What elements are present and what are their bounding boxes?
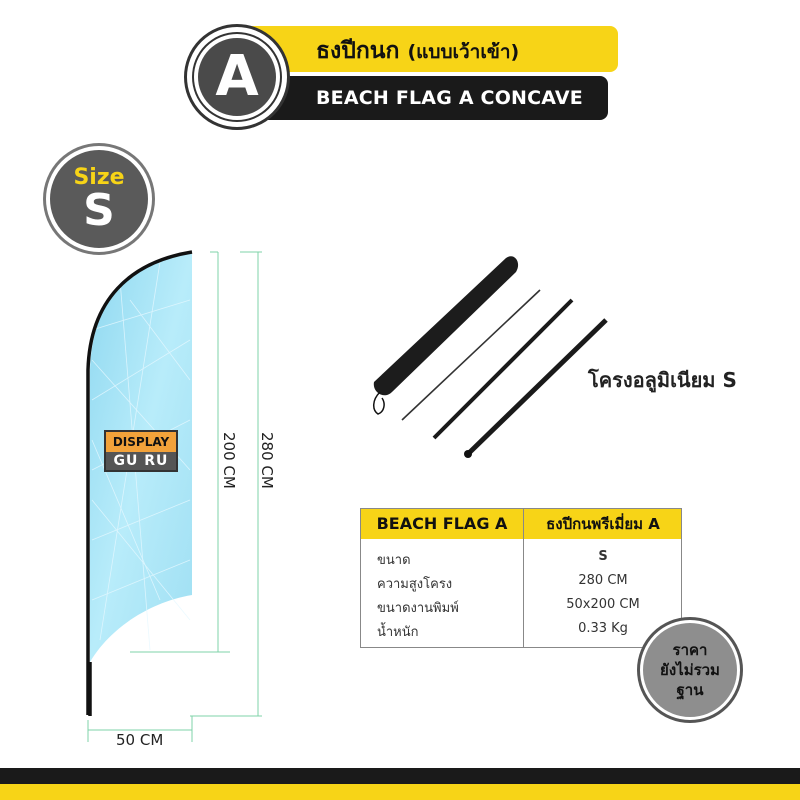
spec-value: 50x200 CM: [566, 597, 640, 612]
logo-top-text: DISPLAY: [106, 432, 176, 452]
title-thai-sub: (แบบเว้าเข้า): [407, 41, 520, 63]
price-note-line: ฐาน: [676, 681, 704, 699]
spec-table-header: [361, 509, 681, 539]
title-thai-main: ธงปีกนก: [316, 38, 400, 64]
spec-value: S: [598, 549, 608, 564]
rod-thick: [470, 320, 606, 452]
title-english: BEACH FLAG A CONCAVE: [316, 87, 583, 109]
price-note-line: ราคา: [672, 641, 708, 659]
spec-table-header-th: ธงปีกนพรีเมี่ยม A: [546, 515, 660, 533]
footer-yellow-stripe: [0, 784, 800, 800]
rod-end-cap: [464, 450, 472, 458]
spec-value: 280 CM: [578, 573, 628, 588]
price-note-line: ยังไม่รวม: [660, 661, 720, 679]
spec-label: น้ำหนัก: [377, 625, 419, 640]
logo-bottom-text: GU RU: [106, 452, 176, 470]
dimension-width: 50 CM: [116, 731, 164, 749]
size-badge-letter: S: [83, 185, 115, 236]
price-note-badge: [640, 620, 740, 720]
spec-table-header-en: BEACH FLAG A: [376, 514, 508, 533]
frame-label: โครงอลูมิเนียม S: [588, 368, 737, 392]
spec-value: 0.33 Kg: [578, 621, 628, 636]
footer-black-stripe: [0, 768, 800, 784]
dimension-print-height: 200 CM: [220, 432, 238, 489]
spec-label: ขนาด: [377, 553, 411, 568]
table-row: [361, 621, 681, 645]
size-badge-word: Size: [73, 165, 125, 190]
table-row: [361, 573, 681, 597]
spec-label: ขนาดงานพิมพ์: [377, 601, 459, 616]
table-row: [361, 549, 681, 573]
display-guru-logo: [104, 430, 178, 472]
dimension-total-height: 280 CM: [258, 432, 276, 489]
table-row: [361, 597, 681, 621]
spec-table: [360, 508, 682, 648]
model-badge-letter: A: [215, 44, 259, 109]
spec-label: ความสูงโครง: [377, 577, 453, 592]
